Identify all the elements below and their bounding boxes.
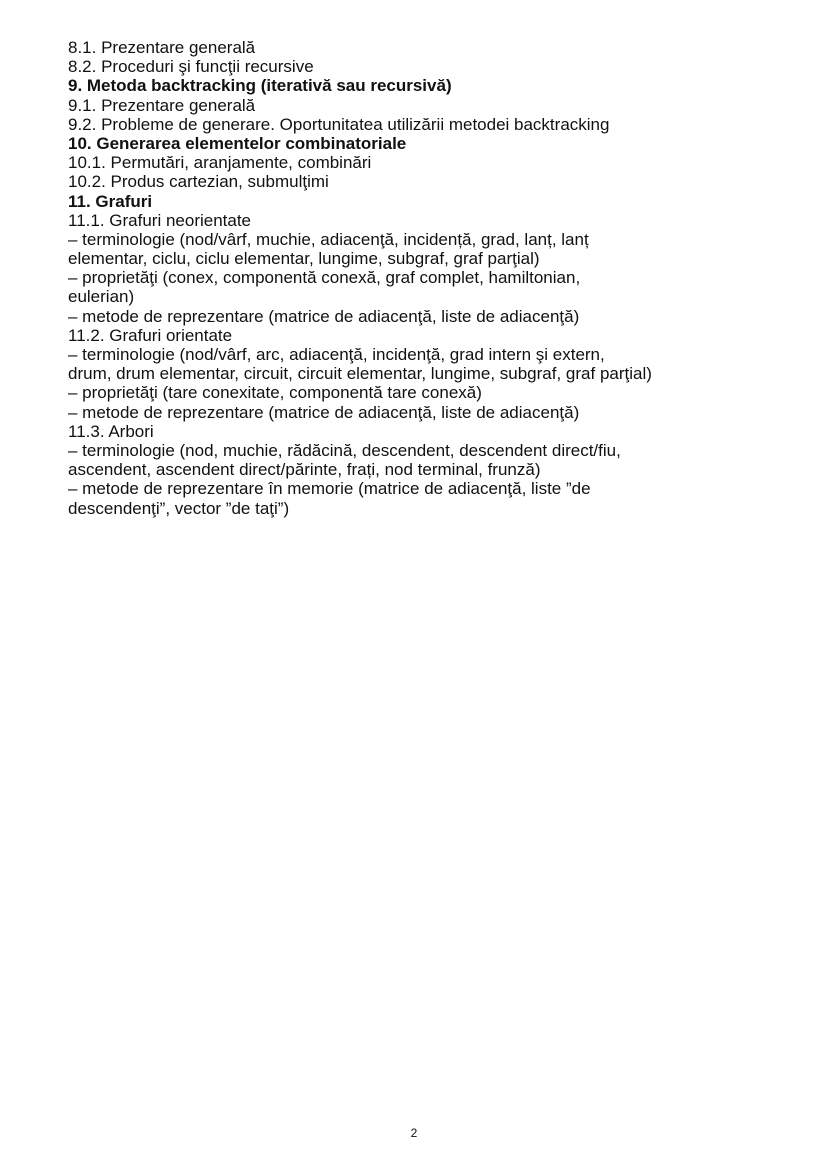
text-line: 11.3. Arbori [68, 421, 154, 441]
text-line: 11.1. Grafuri neorientate [68, 210, 252, 230]
text-line: 10.2. Produs cartezian, submulţimi [68, 172, 329, 192]
text-line: 9.1. Prezentare generală [68, 95, 256, 115]
section-heading: 9. Metoda backtracking (iterativă sau recursivă) [68, 76, 452, 96]
text-line: – metode de reprezentare (matrice de adiacenţă, liste de adiacenţă) [68, 402, 580, 422]
text-line: – metode de reprezentare în memorie (matrice de adiacenţă, liste ”de [68, 479, 591, 499]
text-line: – terminologie (nod/vârf, muchie, adiacenţă, incidență, grad, lanț, lanț [68, 229, 589, 249]
text-line: 11.2. Grafuri orientate [68, 325, 233, 345]
text-line: 8.2. Proceduri şi funcţii recursive [68, 57, 314, 77]
text-line: – proprietăţi (conex, componentă conexă, graf complet, hamiltonian, [68, 268, 581, 288]
text-line: – terminologie (nod, muchie, rădăcină, descendent, descendent direct/fiu, [68, 440, 621, 460]
page-number: 2 [410, 1126, 418, 1140]
section-heading: 10. Generarea elementelor combinatoriale [68, 133, 407, 153]
text-line: ascendent, ascendent direct/părinte, frați, nod terminal, frunză) [68, 460, 541, 480]
document-body [68, 38, 788, 518]
text-line: drum, drum elementar, circuit, circuit elementar, lungime, subgraf, graf parţial) [68, 364, 652, 384]
text-line: – proprietăţi (tare conexitate, componentă tare conexă) [68, 383, 482, 403]
text-line: elementar, ciclu, ciclu elementar, lungime, subgraf, graf parţial) [68, 249, 540, 269]
text-line: 10.1. Permutări, aranjamente, combinări [68, 153, 372, 173]
text-line: – metode de reprezentare (matrice de adiacenţă, liste de adiacenţă) [68, 306, 580, 326]
text-line: – terminologie (nod/vârf, arc, adiacenţă, incidenţă, grad intern şi extern, [68, 345, 605, 364]
text-line: 8.1. Prezentare generală [68, 38, 256, 57]
text-line: eulerian) [68, 287, 135, 307]
text-line: 9.2. Probleme de generare. Oportunitatea utilizării metodei backtracking [68, 114, 610, 134]
text-line: descendenţi”, vector ”de taţi”) [68, 498, 290, 518]
section-heading: 11. Grafuri [68, 191, 153, 211]
